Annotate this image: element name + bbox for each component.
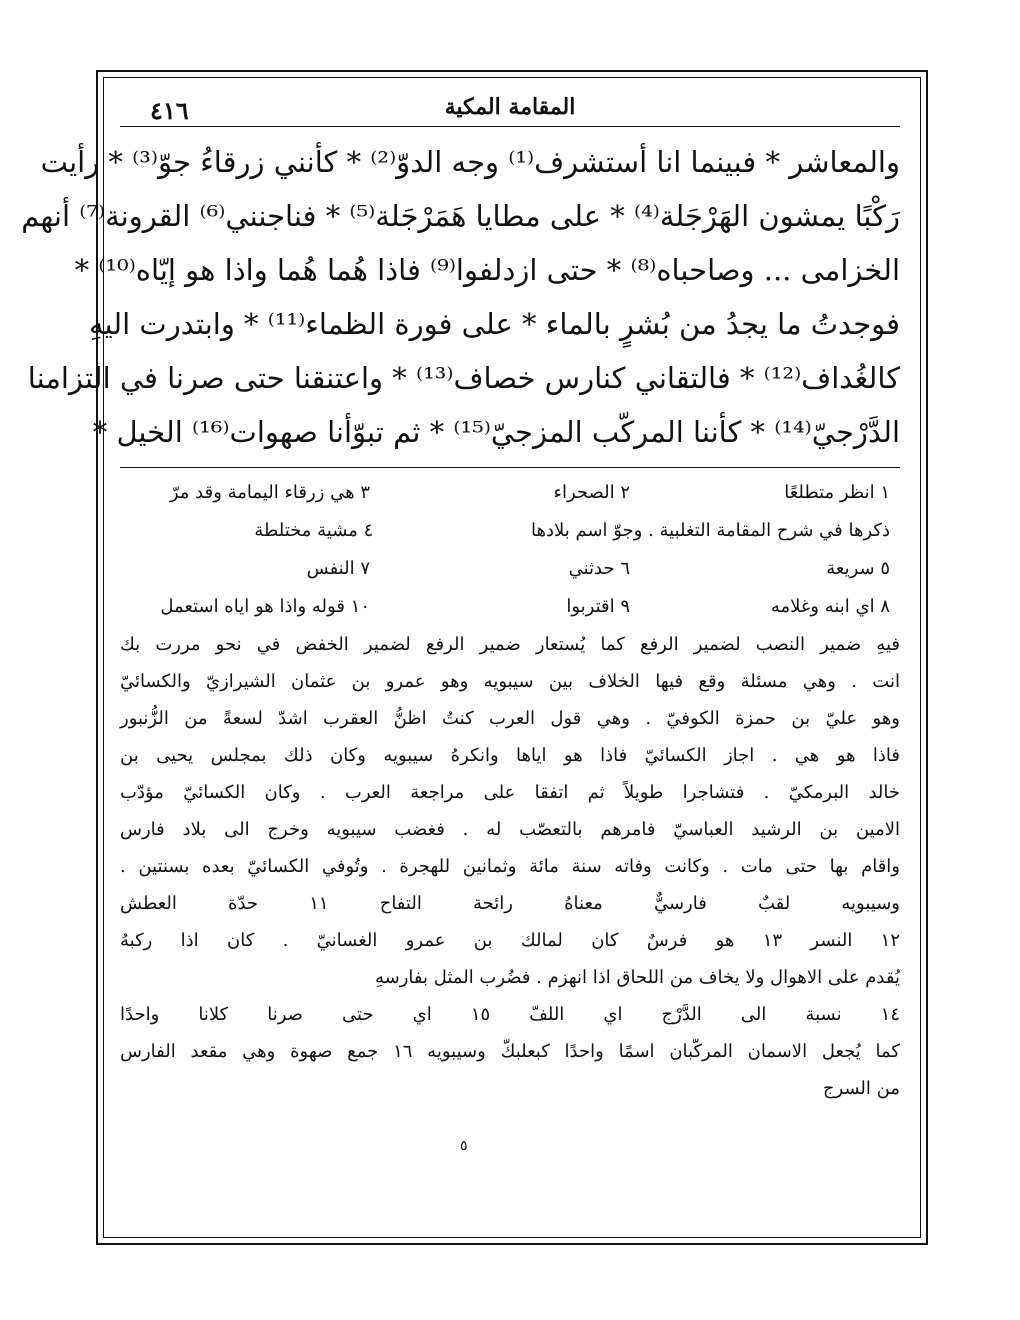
footnote: ٥ سريعة <box>826 558 890 579</box>
footnote: ٧ النفس <box>306 558 370 579</box>
footnote-row <box>120 550 900 588</box>
footnote: ٨ اي ابنه وغلامه <box>770 596 890 617</box>
footnote-text-line: ١٤ نسبة الى الدَّرْج اي اللفّ ١٥ اي حتى صرنا كلانا واحدًا <box>120 1004 900 1025</box>
footnote-row <box>120 512 900 550</box>
footnote: ١ انظر متطلعًا <box>784 482 890 503</box>
footnote-row <box>120 588 900 626</box>
footnote-row <box>120 474 900 512</box>
footnote-text-line: وهو عليّ بن حمزة الكوفيّ . وهي قول العرب كنتُ اظنُّ العقرب اشدّ لسعةً من الزُّنبور <box>120 708 900 729</box>
footnote: ١٠ قوله واذا هو اياه استعمل <box>160 596 370 617</box>
footnote-text-line: ١٢ النسر ١٣ هو فرسٌ كان لمالك بن عمرو الغسانيّ . كان اذا ركبهُ <box>120 930 900 951</box>
footnotes <box>120 474 900 1107</box>
page-number: ٤١٦ <box>150 96 189 125</box>
footnote-text-line: يُقدم على الاهوال ولا يخاف من اللحاق اذا انهزم . فضُرب المثل بفارسهِ <box>375 967 900 988</box>
main-text-line: فوجدتُ ما يجدُ من بُشرٍ بالماء * على فورة الظماء⁽¹¹⁾ * وابتدرت اليهِ <box>89 307 900 341</box>
main-text-line: رَكْبًا يمشون الهَرْجَلة⁽⁴⁾ * على مطايا هَمَرْجَلة⁽⁵⁾ * فناجنني⁽⁶⁾ القرونة⁽⁷⁾ أنهم <box>21 199 900 233</box>
footnote: ذكرها في شرح المقامة التغلبية . وجوّ اسم بلادها <box>531 520 890 541</box>
footnote: ٣ هي زرقاء اليمامة وقد مرّ <box>169 482 370 503</box>
footnote: ٢ الصحراء <box>553 482 630 503</box>
footnote-text-line: فيهِ ضمير النصب لضمير الرفع كما يُستعار ضمير الرفع لضمير الخفض في نحو مررت بك <box>120 634 900 655</box>
main-text-line: الدَّرْجيّ⁽¹⁴⁾ * كأننا المركّب المزجيّ⁽¹⁵⁾ * ثم تبوّأنا صهوات⁽¹⁶⁾ الخيل * <box>92 415 900 449</box>
footnotes-rule <box>120 467 900 468</box>
main-text <box>21 135 900 459</box>
footnote-text-line: من السرج <box>822 1078 900 1099</box>
main-text-line: كالغُداف⁽¹²⁾ * فالتقاني كنارس خصاف⁽¹³⁾ * واعتنقنا حتى صرنا في التزامنا <box>27 361 900 395</box>
footnote-text-line: انت . وهي مسئلة وقع فيها الخلاف بين سيبويه وهو عمرو بن عثمان الشيرازيّ والكسائيّ <box>120 671 900 692</box>
footnote: ٤ مشية مختلطة <box>254 520 374 541</box>
main-text-line: الخزامى ... وصاحباه⁽⁸⁾ * حتى ازدلفوا⁽⁹⁾ فاذا هُما هُما واذا هو إيّاه⁽¹⁰⁾ * <box>74 253 900 287</box>
footnote-text-line: كما يُجعل الاسمان المركّبان اسمًا واحدًا كبعلبكّ وسيبويه ١٦ جمع صهوة وهي مقعد الفارس <box>120 1041 901 1062</box>
header-rule <box>120 126 900 127</box>
footnote-text-line: وسيبويه لقبٌ فارسيٌّ معناهُ رائحة التفاح ١١ حدّة العطش <box>120 893 900 914</box>
footnote-text-line: خالد البرمكيّ . فتشاجرا طويلاً ثم اتفقا على مراجعة العرب . وكان الكسائيّ مؤدّب <box>120 782 900 803</box>
running-title: المقامة المكية <box>444 94 576 120</box>
signature-mark: ٥ <box>460 1138 468 1154</box>
footnote-text-line: الامين بن الرشيد العباسيّ فامرهم بالتعصّب له . فغضب سيبويه وخرج الى بلاد فارس <box>120 819 900 840</box>
footnote: ٩ اقتربوا <box>566 596 630 617</box>
footnote-text-line: واقام بها حتى مات . وكانت وفاته سنة مائة وثمانين للهجرة . وتُوفي الكسائيّ بعده بسنتين . <box>120 856 900 877</box>
footnote-text-line: فاذا هو هي . اجاز الكسائيّ فاذا هو اياها وانكرهُ سيبويه وكان ذلك بمجلس يحيى بن <box>120 745 900 766</box>
footnote: ٦ حدثني <box>568 558 630 579</box>
book-page <box>21 90 901 1107</box>
main-text-line: والمعاشر * فبينما انا أستشرف⁽¹⁾ وجه الدوّ⁽²⁾ * كأنني زرقاءُ جوّ⁽³⁾ * رأيت <box>40 145 900 179</box>
page-header <box>120 90 900 126</box>
